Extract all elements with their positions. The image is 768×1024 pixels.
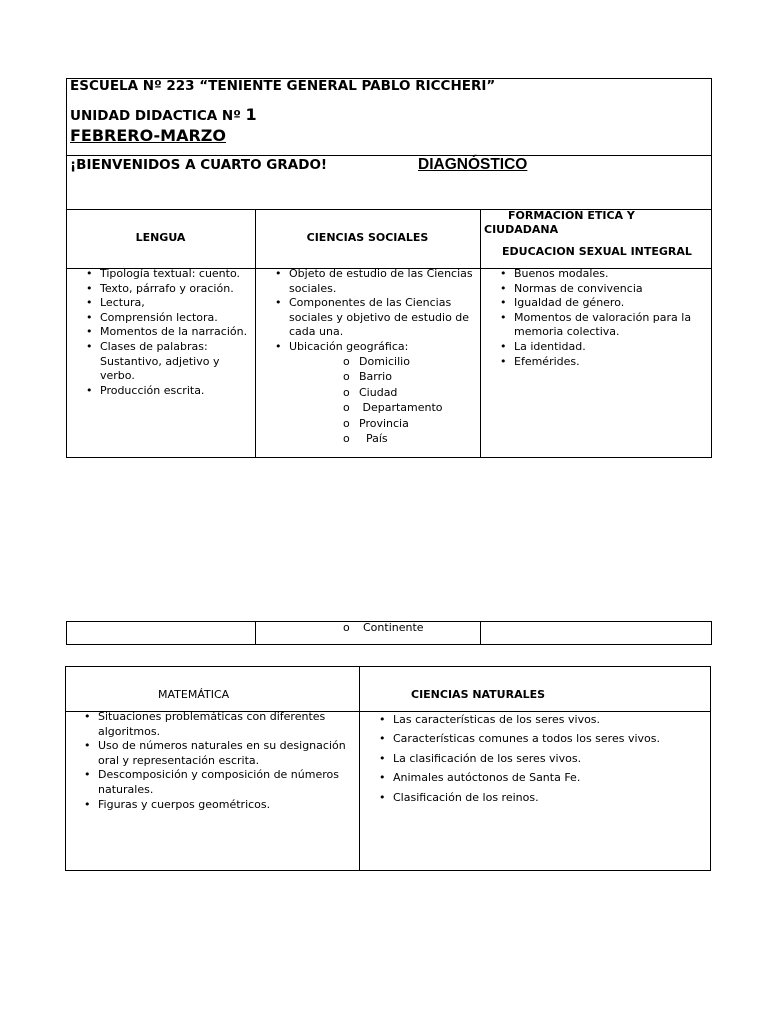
header-lengua: LENGUA [135,231,186,244]
list-item: • Efemérides. [498,355,710,370]
list-item: • Clases de palabras: Sustantivo, adjetivo y verbo. [84,340,226,384]
sub-list-item: o Domicilio [343,354,443,369]
list-item: • Descomposición y composición de números naturales. [82,768,358,797]
list-item: • Tipología textual: cuento. [84,267,252,282]
column-divider [480,621,481,645]
sociales-list [273,267,478,355]
list-item: • Ubicación geográfica: [273,340,478,355]
list-item: • Animales autóctonos de Santa Fe. [377,768,707,787]
sub-list-item: o Ciudad [343,385,443,400]
list-item: • Componentes de las Ciencias sociales y objetivo de estudio de cada una. [273,296,475,340]
diagnostic-title: DIAGNÓSTICO [418,156,528,173]
lengua-list [84,267,252,398]
list-item: • Clasificación de los reinos. [377,788,707,807]
matematica-list [82,710,358,812]
list-item: • Momentos de valoración para la memoria colectiva. [498,311,696,340]
list-item: • Características comunes a todos los seres vivos. [377,729,707,748]
column-divider [255,209,256,458]
sub-list-item: o Barrio [343,369,443,384]
list-item: • La identidad. [498,340,710,355]
header-ciencias-sociales: CIENCIAS SOCIALES [306,231,429,244]
header-ciencias-naturales: CIENCIAS NATURALES [411,688,546,701]
list-item: • Normas de convivencia [498,282,710,297]
list-item: • Comprensión lectora. [84,311,252,326]
unit-title [70,105,257,124]
continuation-sublist [343,620,424,635]
naturales-list [377,710,707,807]
column-divider [480,209,481,458]
row-divider [66,155,712,156]
column-divider [359,666,360,871]
welcome-text: ¡BIENVENIDOS A CUARTO GRADO! [70,157,328,173]
months-title: FEBRERO-MARZO [70,126,226,145]
list-item: • Figuras y cuerpos geométricos. [82,798,358,813]
list-item: • Objeto de estudio de las Ciencias sociales. [273,267,478,296]
list-item: • Situaciones problemáticas con diferentes algoritmos. [82,710,358,739]
sub-list-item: o País [343,431,443,446]
list-item: • La clasificación de los seres vivos. [377,749,707,768]
sociales-sublist [343,354,443,446]
header-etica-line2: CIUDADANA [484,223,559,236]
header-esi: EDUCACION SEXUAL INTEGRAL [502,245,692,258]
list-item: • Buenos modales. [498,267,710,282]
etica-list [498,267,710,369]
header-etica-line1: FORMACION ETICA Y [508,209,635,222]
column-divider [255,621,256,645]
sub-list-item: o Provincia [343,416,443,431]
list-item: • Producción escrita. [84,384,252,399]
list-item: • Lectura, [84,296,252,311]
list-item: • Las características de los seres vivos. [377,710,707,729]
list-item: • Momentos de la narración. [84,325,252,340]
header-matematica: MATEMÁTICA [158,688,230,701]
list-item: • Igualdad de género. [498,296,710,311]
unit-prefix: UNIDAD DIDACTICA Nº [70,108,246,124]
list-item: • Uso de números naturales en su designación oral y representación escrita. [82,739,358,768]
school-name: ESCUELA Nº 223 “TENIENTE GENERAL PABLO RICCHERI” [70,78,496,94]
unit-number: 1 [245,105,257,124]
list-item: • Texto, párrafo y oración. [84,282,252,297]
sub-list-item: o Departamento [343,400,443,415]
sub-list-item: o Continente [343,620,424,635]
